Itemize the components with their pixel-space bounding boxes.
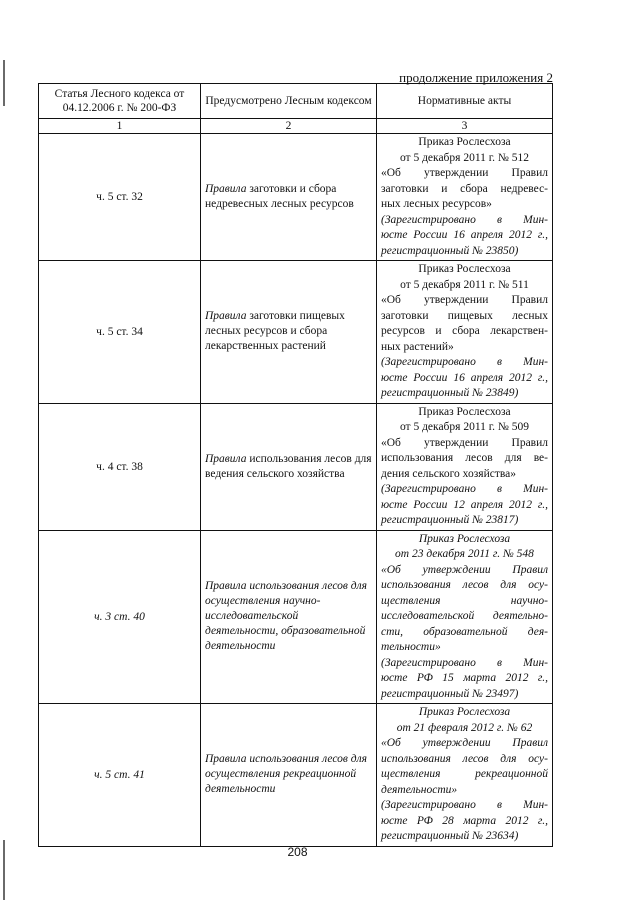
- article-reference: ч. 5 ст. 32: [96, 191, 143, 203]
- column-header-acts: Нормативные акты: [377, 84, 553, 119]
- provision-text: Правила использования лесов для осуществления научно-исследовательской деятельности, образовательной деятельности: [205, 580, 367, 653]
- act-line: «Об утверждении Правил: [381, 563, 548, 576]
- registration-line: (Зарегистрировано в Мин-: [381, 483, 548, 495]
- regulations-table: [38, 83, 553, 847]
- column-header-provision: Предусмотрено Лесным кодексом: [201, 84, 377, 119]
- act-line: ных растений»: [381, 340, 454, 353]
- registration-line: юсте РФ 15 марта 2012 г.,: [381, 672, 548, 684]
- continuation-label: продолжение приложения 2: [399, 70, 553, 85]
- column-number-row: [39, 119, 553, 134]
- column-number: 3: [377, 119, 553, 134]
- act-line: ных лесных ресурсов»: [381, 198, 492, 210]
- provision-lead: Правила: [205, 452, 247, 465]
- table-row: [39, 403, 553, 530]
- act-line: ществления научно-: [381, 594, 548, 607]
- provision-text: использования лесов для ведения сельского хозяйства: [205, 452, 372, 480]
- scan-edge-mark: [3, 60, 5, 106]
- act-line: заготовки пищевых лесных: [381, 309, 548, 322]
- act-line: от 5 декабря 2011 г. № 511: [400, 278, 529, 291]
- act-line: Приказ Рослесхоза: [418, 405, 511, 418]
- normative-act-cell: [377, 261, 553, 404]
- act-line: «Об утверждении Правил: [381, 737, 548, 749]
- registration-line: регистрационный № 23634): [381, 830, 519, 842]
- article-reference: ч. 5 ст. 41: [94, 768, 145, 781]
- table-row: [39, 530, 553, 704]
- article-cell: [39, 134, 201, 261]
- provision-cell: [201, 403, 377, 530]
- column-number: 1: [39, 119, 201, 134]
- act-line: сти, образовательной дея-: [381, 625, 548, 638]
- registration-line: (Зарегистрировано в Мин-: [381, 656, 548, 669]
- provision-text: заготовки и сбора недревесных лесных ресурсов: [205, 183, 354, 210]
- registration-line: регистрационный № 23817): [381, 514, 519, 526]
- registration-line: юсте России 12 апреля 2012 г.,: [381, 498, 548, 511]
- provision-cell: [201, 704, 377, 847]
- column-header-article: Статья Лесного кодекса от 04.12.2006 г. № 200-ФЗ: [39, 84, 201, 119]
- registration-line: (Зарегистрировано в Мин-: [381, 213, 548, 226]
- article-cell: [39, 530, 201, 704]
- table-row: [39, 134, 553, 261]
- provision-cell: [201, 261, 377, 404]
- act-line: от 21 февраля 2012 г. № 62: [396, 721, 533, 734]
- provision-text: Правила использования лесов для осуществления рекреационной деятельности: [205, 753, 367, 796]
- act-line: Приказ Рослесхоза: [418, 706, 511, 718]
- normative-act-cell: [377, 530, 553, 704]
- act-line: деятельности»: [381, 783, 458, 796]
- registration-line: регистрационный № 23497): [381, 687, 519, 700]
- act-line: использования лесов для ве-: [381, 452, 548, 464]
- article-reference: ч. 3 ст. 40: [94, 610, 145, 623]
- page-number: 208: [287, 845, 308, 859]
- registration-line: юсте России 16 апреля 2012 г.,: [381, 371, 548, 384]
- registration-line: юсте России 16 апреля 2012 г.,: [381, 229, 548, 241]
- act-line: от 23 декабря 2011 г. № 548: [395, 548, 534, 560]
- act-line: дения сельского хозяйства»: [381, 467, 516, 480]
- act-line: ществления рекреационной: [381, 768, 548, 780]
- provision-lead: Правила: [205, 310, 247, 323]
- act-line: заготовки и сбора недревес-: [381, 182, 548, 195]
- act-line: от 5 декабря 2011 г. № 509: [399, 421, 530, 433]
- provision-cell: [201, 134, 377, 261]
- act-line: «Об утверждении Правил: [381, 436, 548, 449]
- act-line: Приказ Рослесхоза: [418, 136, 511, 148]
- normative-act-cell: [377, 704, 553, 847]
- article-cell: [39, 261, 201, 404]
- normative-act-cell: [377, 134, 553, 261]
- table-row: [39, 261, 553, 404]
- provision-cell: [201, 530, 377, 704]
- provision-text: заготовки пищевых лесных ресурсов и сбора лекарственных растений: [205, 310, 345, 353]
- table-header-row: [39, 84, 553, 119]
- act-line: исследовательской деятельно-: [381, 610, 548, 622]
- article-reference: ч. 5 ст. 34: [96, 325, 143, 338]
- registration-line: (Зарегистрировано в Мин-: [381, 356, 548, 368]
- act-line: использования лесов для осу-: [381, 579, 548, 591]
- act-line: Приказ Рослесхоза: [418, 532, 511, 545]
- article-reference: ч. 4 ст. 38: [96, 460, 143, 473]
- registration-line: (Зарегистрировано в Мин-: [381, 799, 548, 811]
- article-cell: [39, 704, 201, 847]
- act-line: Приказ Рослесхоза: [418, 263, 511, 275]
- act-line: тельности»: [381, 641, 441, 653]
- act-line: «Об утверждении Правил: [381, 294, 548, 306]
- table-row: [39, 704, 553, 847]
- act-line: использования лесов для осу-: [381, 752, 548, 765]
- registration-line: юсте РФ 28 марта 2012 г.,: [381, 814, 548, 827]
- registration-line: регистрационный № 23849): [381, 387, 519, 399]
- column-number: 2: [201, 119, 377, 134]
- act-line: от 5 декабря 2011 г. № 512: [399, 151, 530, 164]
- act-line: «Об утверждении Правил: [381, 167, 548, 179]
- provision-lead: Правила: [205, 183, 247, 195]
- registration-line: регистрационный № 23850): [381, 244, 519, 257]
- normative-act-cell: [377, 403, 553, 530]
- act-line: ресурсов и сбора лекарствен-: [381, 325, 548, 337]
- article-cell: [39, 403, 201, 530]
